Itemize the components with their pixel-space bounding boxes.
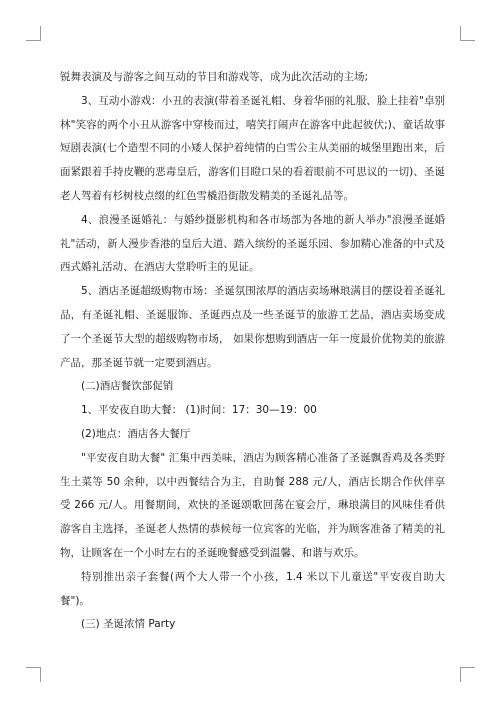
section-heading-catering: (二)酒店餐饮部促销	[81, 380, 174, 393]
paragraph-buffet-location: (2)地点：酒店各大餐厅	[81, 427, 191, 440]
crop-mark-top-right	[460, 26, 475, 41]
paragraph-shopping-market: 5、酒店圣诞超级购物市场：圣诞氛围浓厚的酒店卖场琳琅满目的摆设着圣诞礼品，有圣诞礼帽、圣诞服饰、圣诞西点及一些圣诞节的旅游工艺品，酒店卖场变成了一个圣诞节大型的超级购物市场， 如果你想购到酒店一年一度最价优物美的旅游产品，那圣诞节就一定要到酒店。	[60, 285, 445, 369]
section-heading-party: (三) 圣诞浓情 Party	[81, 618, 176, 631]
paragraph-interactive-games: 3、互动小游戏：小丑的表演(带着圣诞礼帽、身着华丽的礼服、脸上挂着"卓别林"笑容的两个小丑从游客中穿梭而过，嘻笑打闹声在游客中此起彼伏;)、童话故事短剧表演(七个造型不同的小矮人保护着纯情的白雪公主从美丽的城堡里跑出来，后面紧跟着手持皮鞭的恶毒皇后，游客们目瞪口呆的看着眼前不可思议的一切)、圣诞老人驾着有杉树枝点缀的红色雪橇沿街散发精美的圣诞礼品等。	[60, 94, 445, 202]
paragraph-continuation: 锐舞表演及与游客之间互动的节目和游戏等，成为此次活动的主场;	[60, 71, 369, 83]
paragraph-christmas-wedding: 4、浪漫圣诞婚礼：与婚纱摄影机构和各市场部为各地的新人举办"浪漫圣诞婚礼"活动，新人漫步香港的皇后大道、踏入缤纷的圣诞乐园、参加精心准备的中式及西式婚礼活动、在酒店大堂聆听主的见证。	[60, 213, 445, 274]
crop-mark-bottom-right	[460, 667, 475, 682]
paragraph-family-set: 特别推出亲子套餐(两个大人带一个小孩，1.4 米以下儿童送"平安夜自助大餐")。	[60, 570, 445, 607]
crop-mark-top-left	[26, 26, 41, 41]
document-body	[60, 66, 445, 637]
paragraph-buffet-time: 1、平安夜自助大餐： (1)时间：17：30—19：00	[81, 404, 317, 417]
crop-mark-bottom-left	[26, 667, 41, 682]
paragraph-buffet-description: "平安夜自助大餐" 汇集中西美味，酒店为顾客精心准备了圣诞飘香鸡及各类野生土菜等 50 余种，以中西餐结合为主，自助餐 288 元/人，酒店长期合作伙伴享受 266 元/人。用餐期间，欢快的圣诞颂歌回荡在宴会厅，琳琅满目的风味佳肴供游客自主选择，圣诞老人热情的恭候每一位宾客的光临，并为顾客准备了精美的礼物，让顾客在一个小时左右的圣诞晚餐感受到温馨、和谐与欢乐。	[60, 451, 445, 559]
